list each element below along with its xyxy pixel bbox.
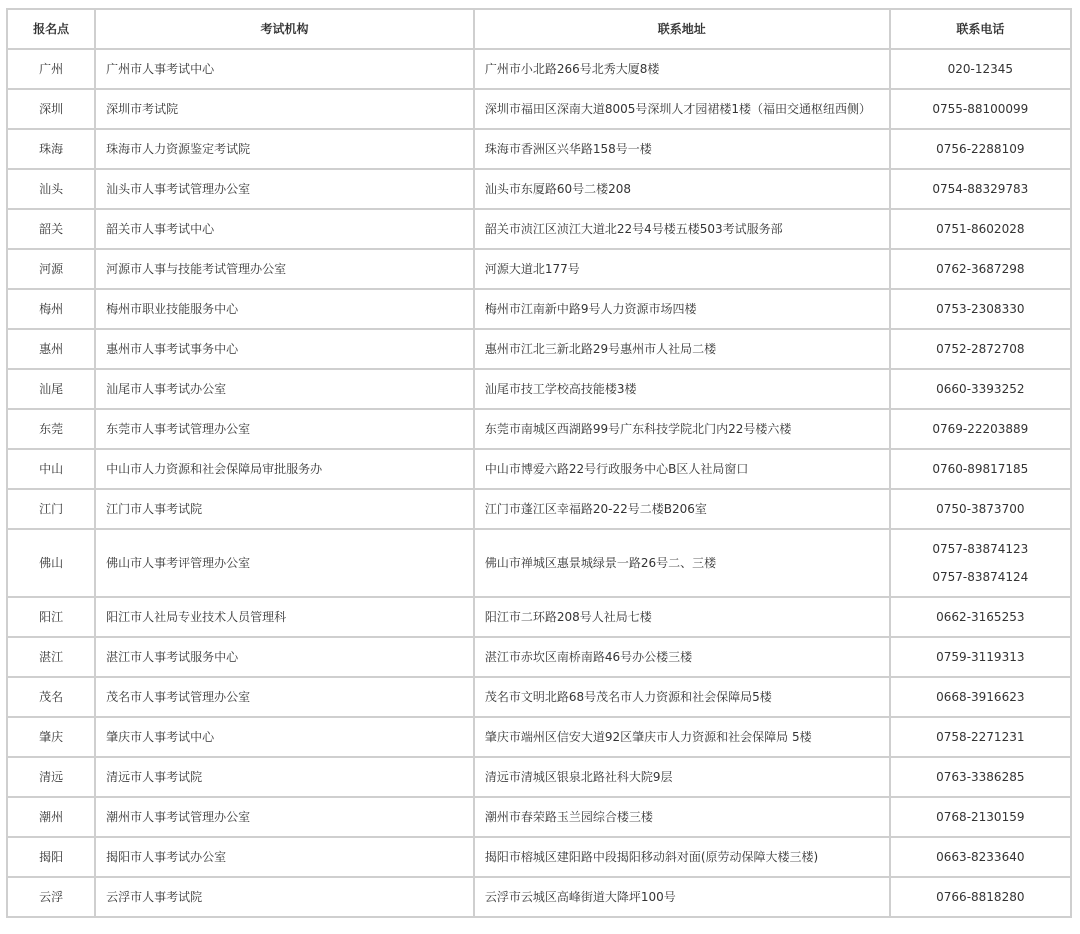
cell-org: 揭阳市人事考试办公室 [96,838,473,876]
cell-phone: 0762-3687298 [891,250,1070,288]
table-row [8,798,1070,836]
header-row [8,10,1070,48]
cell-org: 河源市人事与技能考试管理办公室 [96,250,473,288]
table-row [8,838,1070,876]
cell-phone: 0768-2130159 [891,798,1070,836]
cell-phone: 0750-3873700 [891,490,1070,528]
cell-phone: 0754-88329783 [891,170,1070,208]
cell-phone: 0662-3165253 [891,598,1070,636]
cell-city: 汕尾 [8,370,94,408]
cell-city: 汕头 [8,170,94,208]
cell-city: 惠州 [8,330,94,368]
cell-city: 中山 [8,450,94,488]
cell-phone [891,530,1070,596]
table-row [8,130,1070,168]
cell-org: 韶关市人事考试中心 [96,210,473,248]
cell-address: 广州市小北路266号北秀大厦8楼 [475,50,889,88]
cell-phone: 0668-3916623 [891,678,1070,716]
table-row [8,170,1070,208]
cell-phone: 0758-2271231 [891,718,1070,756]
cell-phone: 020-12345 [891,50,1070,88]
table-row [8,758,1070,796]
cell-address: 韶关市浈江区浈江大道北22号4号楼五楼503考试服务部 [475,210,889,248]
cell-org: 深圳市考试院 [96,90,473,128]
cell-city: 珠海 [8,130,94,168]
table-row [8,210,1070,248]
header-address: 联系地址 [475,10,889,48]
cell-phone: 0660-3393252 [891,370,1070,408]
cell-city: 广州 [8,50,94,88]
table-row [8,638,1070,676]
cell-org: 珠海市人力资源鉴定考试院 [96,130,473,168]
cell-city: 清远 [8,758,94,796]
cell-address: 云浮市云城区高峰街道大降坪100号 [475,878,889,916]
cell-phone: 0752-2872708 [891,330,1070,368]
table-row [8,370,1070,408]
phone-line-2: 0757-83874124 [932,570,1029,584]
cell-org: 汕头市人事考试管理办公室 [96,170,473,208]
cell-address: 汕头市东厦路60号二楼208 [475,170,889,208]
cell-org: 佛山市人事考评管理办公室 [96,530,473,596]
cell-city: 茂名 [8,678,94,716]
cell-org: 湛江市人事考试服务中心 [96,638,473,676]
cell-org: 梅州市职业技能服务中心 [96,290,473,328]
phone-line-1: 0757-83874123 [932,542,1029,556]
table-row [8,450,1070,488]
cell-city: 深圳 [8,90,94,128]
table-row [8,90,1070,128]
table-row [8,678,1070,716]
table-row [8,330,1070,368]
cell-phone: 0751-8602028 [891,210,1070,248]
cell-address: 佛山市禅城区惠景城绿景一路26号二、三楼 [475,530,889,596]
cell-address: 揭阳市榕城区建阳路中段揭阳移动斜对面(原劳动保障大楼三楼) [475,838,889,876]
cell-org: 肇庆市人事考试中心 [96,718,473,756]
cell-org: 广州市人事考试中心 [96,50,473,88]
table-row [8,718,1070,756]
cell-city: 韶关 [8,210,94,248]
table-row [8,598,1070,636]
cell-phone: 0766-8818280 [891,878,1070,916]
cell-phone: 0769-22203889 [891,410,1070,448]
header-org: 考试机构 [96,10,473,48]
cell-phone: 0755-88100099 [891,90,1070,128]
table-row [8,290,1070,328]
cell-address: 清远市清城区银泉北路社科大院9层 [475,758,889,796]
cell-address: 中山市博爱六路22号行政服务中心B区人社局窗口 [475,450,889,488]
cell-org: 茂名市人事考试管理办公室 [96,678,473,716]
cell-phone: 0756-2288109 [891,130,1070,168]
cell-address: 惠州市江北三新北路29号惠州市人社局二楼 [475,330,889,368]
table-row [8,50,1070,88]
cell-org: 云浮市人事考试院 [96,878,473,916]
header-phone: 联系电话 [891,10,1070,48]
cell-org: 阳江市人社局专业技术人员管理科 [96,598,473,636]
cell-org: 惠州市人事考试事务中心 [96,330,473,368]
cell-address: 湛江市赤坎区南桥南路46号办公楼三楼 [475,638,889,676]
cell-city: 揭阳 [8,838,94,876]
cell-phone: 0663-8233640 [891,838,1070,876]
cell-org: 东莞市人事考试管理办公室 [96,410,473,448]
cell-phone: 0759-3119313 [891,638,1070,676]
cell-phone: 0760-89817185 [891,450,1070,488]
cell-city: 河源 [8,250,94,288]
cell-phone: 0753-2308330 [891,290,1070,328]
cell-address: 江门市蓬江区幸福路20-22号二楼B206室 [475,490,889,528]
cell-address: 阳江市二环路208号人社局七楼 [475,598,889,636]
cell-address: 汕尾市技工学校高技能楼3楼 [475,370,889,408]
cell-address: 梅州市江南新中路9号人力资源市场四楼 [475,290,889,328]
cell-city: 云浮 [8,878,94,916]
table-row [8,410,1070,448]
table-row [8,490,1070,528]
cell-org: 汕尾市人事考试办公室 [96,370,473,408]
cell-city: 湛江 [8,638,94,676]
cell-org: 中山市人力资源和社会保障局审批服务办 [96,450,473,488]
table-row [8,878,1070,916]
cell-address: 东莞市南城区西湖路99号广东科技学院北门内22号楼六楼 [475,410,889,448]
cell-address: 珠海市香洲区兴华路158号一楼 [475,130,889,168]
table-row [8,530,1070,596]
cell-city: 东莞 [8,410,94,448]
cell-city: 潮州 [8,798,94,836]
cell-city: 肇庆 [8,718,94,756]
cell-org: 清远市人事考试院 [96,758,473,796]
cell-city: 佛山 [8,530,94,596]
cell-city: 梅州 [8,290,94,328]
exam-registration-table [6,8,1072,918]
cell-city: 江门 [8,490,94,528]
table-body [8,50,1070,916]
cell-address: 茂名市文明北路68号茂名市人力资源和社会保障局5楼 [475,678,889,716]
cell-address: 肇庆市端州区信安大道92区肇庆市人力资源和社会保障局 5楼 [475,718,889,756]
cell-phone: 0763-3386285 [891,758,1070,796]
cell-city: 阳江 [8,598,94,636]
header-city: 报名点 [8,10,94,48]
cell-org: 江门市人事考试院 [96,490,473,528]
cell-org: 潮州市人事考试管理办公室 [96,798,473,836]
table-row [8,250,1070,288]
cell-address: 河源大道北177号 [475,250,889,288]
cell-address: 深圳市福田区深南大道8005号深圳人才园裙楼1楼（福田交通枢纽西侧） [475,90,889,128]
cell-address: 潮州市春荣路玉兰园综合楼三楼 [475,798,889,836]
